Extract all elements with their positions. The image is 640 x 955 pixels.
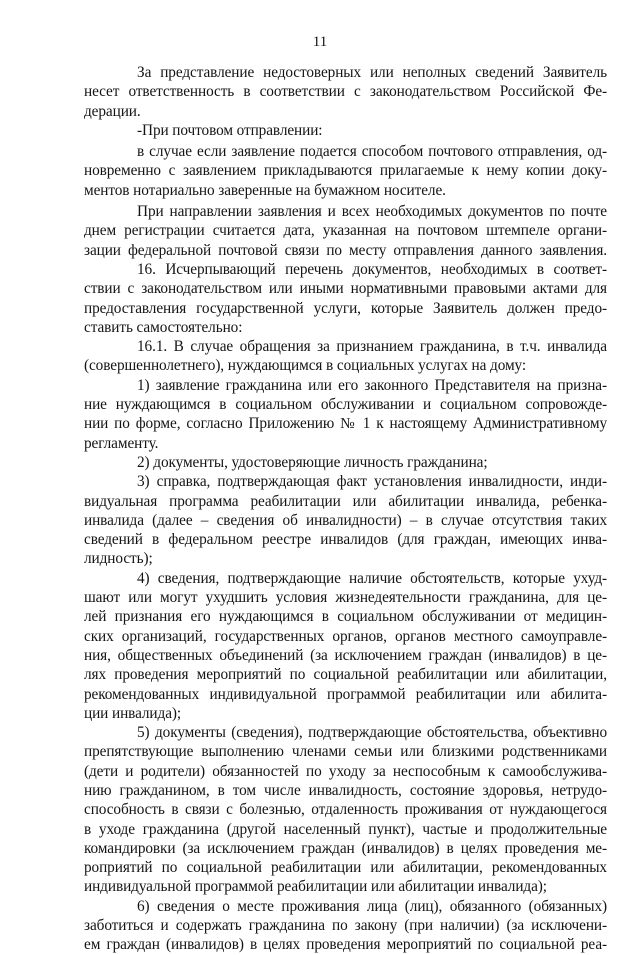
text-line: -При почтовом отправлении: [137,121,323,139]
text-line: (дети и родители) обязанностей по уходу за неспособным к самообслужива- [84,762,607,780]
text-line: регламенту. [84,434,159,452]
text-line: роприятий по социальной реабилитации или абилитации, рекомендованных [84,859,607,877]
text-line: видуальная программа реабилитации или абилитации инвалида, ребенка- [84,492,607,510]
text-line: заботиться и содержать гражданина по закону (при наличии) (за исключени- [84,917,607,935]
text-line: лидность); [84,550,153,568]
text-line: 2) документы, удостоверяющие личность гражданина; [137,453,488,471]
text-line: нии по форме, согласно Приложению № 1 к настоящему Административному [84,415,607,433]
text-line: новременно с заявлением прикладываются прилагаемые к нему копии доку- [84,162,607,180]
text-line: индивидуальной программой реабилитации или абилитации инвалида); [84,878,547,896]
text-line: 16.1. В случае обращения за признанием гражданина, в т.ч. инвалида [137,338,607,356]
text-line: 4) сведения, подтверждающие наличие обстоятельств, которые ухуд- [137,569,607,587]
text-line: 6) сведения о месте проживания лица (лиц), обязанного (обязанных) [137,897,607,915]
page-number: 11 [312,34,328,50]
text-line: ствии с законодательством или иными нормативными правовыми актами для [84,280,607,298]
text-line: нию гражданином, в том числе инвалидность, состояние здоровья, нетрудо- [84,781,607,799]
text-line: лях проведения мероприятий по социальной реабилитации или абилитации, [84,666,607,684]
text-line: рекомендованных индивидуальной программой реабилитации или абилита- [84,685,607,703]
text-line: 16. Исчерпывающий перечень документов, необходимых в соответ- [137,260,607,278]
text-line: ем граждан (инвалидов) в целях проведения мероприятий по социальной реа- [84,936,607,954]
text-line: зации федеральной почтовой связи по месту отправления данного заявления. [84,241,607,259]
text-line: ния, общественных объединений (за исключением граждан (инвалидов) в це- [84,646,607,664]
text-line: днем регистрации считается дата, указанная на почтовом штемпеле органи- [84,222,607,240]
text-line: 5) документы (сведения), подтверждающие обстоятельства, объективно [137,724,607,742]
text-line: командировки (за исключением граждан (инвалидов) в целях проведения ме- [84,839,607,857]
text-line: При направлении заявления и всех необходимых документов по почте [137,203,607,221]
text-line: (совершеннолетнего), нуждающимся в социальных услугах на дому: [84,357,527,375]
text-line: За представление недостоверных или неполных сведений Заявитель [137,64,607,81]
text-line: препятствующие выполнению членами семьи или близкими родственниками [84,743,607,761]
text-line: в уходе гражданина (другой населенный пункт), частые и продолжительные [84,820,607,838]
text-line: 3) справка, подтверждающая факт установления инвалидности, инди- [137,473,607,491]
text-line: ние нуждающимся в социальном обслуживании и социальном сопровожде- [84,396,607,414]
text-line: сведений в федеральном реестре инвалидов (для граждан, имеющих инва- [84,531,607,549]
text-line: способность в связи с болезнью, отдаленность проживания от нуждающегося [84,801,607,819]
text-line: 1) заявление гражданина или его законного Представителя на призна- [137,376,607,394]
text-line: несет ответственность в соответствии с законодательством Российской Фе- [84,83,607,101]
text-line: шают или могут ухудшить условия жизнедеятельности гражданина, для це- [84,589,607,607]
text-line: ции инвалида); [84,704,182,722]
document-body [84,63,607,955]
text-line: ставить самостоятельно: [84,318,243,336]
text-line: ских организаций, государственных органов, органов местного самоуправле- [84,627,607,645]
text-line: дерации. [84,102,141,120]
text-line: лей признания его нуждающимся в социальном обслуживании от медицин- [84,608,607,626]
text-line: ментов нотариально заверенные на бумажном носителе. [84,181,446,199]
text-line: инвалида (далее – сведения об инвалидности) – в случае отсутствия таких [84,511,607,529]
text-line: предоставления государственной услуги, которые Заявитель должен предо- [84,299,607,317]
text-line: в случае если заявление подается способом почтового отправления, од- [137,143,607,161]
